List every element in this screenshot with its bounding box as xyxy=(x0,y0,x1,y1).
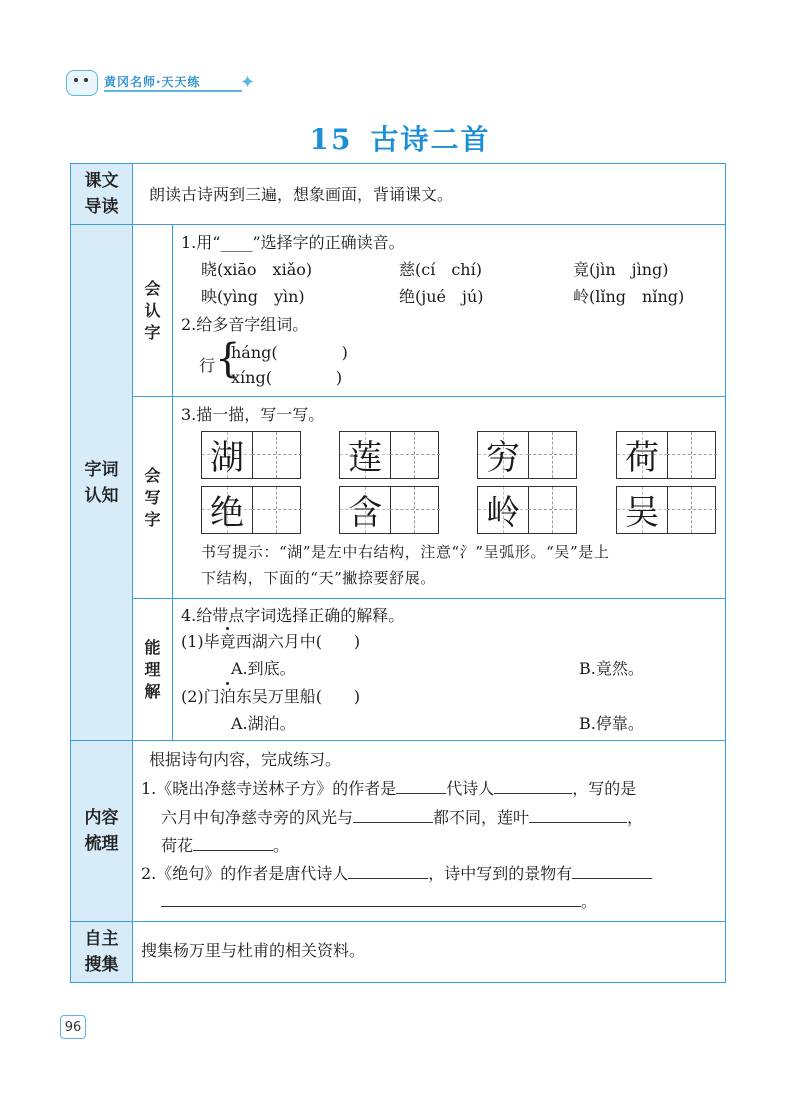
content-text: ，写的是 xyxy=(572,779,637,798)
guide-label-1: 课文 xyxy=(84,171,119,191)
pinyin-item[interactable]: 竟(jìn jìng) xyxy=(573,260,669,279)
content-text: 代诗人 xyxy=(446,779,495,798)
content-text: 。 xyxy=(581,892,598,911)
guide-label-2: 导读 xyxy=(84,197,119,217)
content-text: 都不同，莲叶 xyxy=(433,808,530,827)
trace-char: 岭 xyxy=(486,493,520,533)
lesson-number: 15 xyxy=(309,123,353,156)
content-text: 。 xyxy=(273,836,290,855)
content-header xyxy=(71,741,133,921)
search-label-2: 搜集 xyxy=(84,955,119,975)
write-label-2: 写 xyxy=(144,487,161,507)
sentence-2-pre: (2)门 xyxy=(181,687,220,706)
trace-char: 穷 xyxy=(486,438,520,478)
option-a[interactable]: A.到底。 xyxy=(231,659,296,678)
writing-grid[interactable] xyxy=(201,486,301,534)
brand-text: 黄冈名师·天天练 xyxy=(104,75,201,89)
option-b[interactable]: B.竟然。 xyxy=(579,659,644,678)
pinyin-item[interactable]: 岭(lǐng nǐng) xyxy=(573,287,685,306)
sentence-1 xyxy=(181,631,360,653)
pinyin-item[interactable]: 慈(cí chí) xyxy=(399,260,482,279)
answer-blank[interactable] xyxy=(161,890,581,907)
content-line-2 xyxy=(161,806,643,829)
content-label-1: 内容 xyxy=(84,808,119,828)
recognize-subheader xyxy=(133,225,173,396)
write-label-3: 字 xyxy=(144,509,161,529)
understand-label-3: 解 xyxy=(144,681,161,701)
content-text: 荷花 xyxy=(161,836,194,855)
divider xyxy=(71,921,725,922)
recognize-label-2: 认 xyxy=(144,300,161,320)
option-a[interactable]: A.湖泊。 xyxy=(231,714,296,733)
trace-char: 湖 xyxy=(210,438,244,478)
poly-xing[interactable]: xíng( ) xyxy=(231,368,343,387)
sentence-1-post: 西湖六月中( ) xyxy=(235,632,361,651)
recognize-label-1: 会 xyxy=(144,278,161,298)
recognize-label-3: 字 xyxy=(144,322,161,342)
pinyin-item[interactable]: 映(yìng yìn) xyxy=(201,287,305,306)
content-text: 2.《绝句》的作者是唐代诗人 xyxy=(141,864,349,883)
q1-text: 1.用“____”选择字的正确读音。 xyxy=(181,233,405,252)
answer-blank[interactable] xyxy=(572,862,652,879)
content-text: 1.《晓出净慈寺送林子方》的作者是 xyxy=(141,779,397,798)
sparkle-icon: ✦ xyxy=(240,72,256,93)
content-label-2: 梳理 xyxy=(84,834,119,854)
write-label-1: 会 xyxy=(144,465,161,485)
understand-label-1: 能 xyxy=(144,637,161,657)
sentence-2 xyxy=(181,686,360,708)
writing-grid[interactable] xyxy=(477,486,577,534)
writing-tip-line2: 下结构，下面的“天”撇捺要舒展。 xyxy=(201,569,436,587)
pinyin-item[interactable]: 晓(xiāo xiǎo) xyxy=(201,260,313,279)
understand-label-2: 理 xyxy=(144,659,161,679)
writing-grid[interactable] xyxy=(616,486,716,534)
sentence-2-post: 东吴万里船( ) xyxy=(235,687,361,706)
trace-char: 绝 xyxy=(210,493,244,533)
dotted-char: 竟 xyxy=(219,632,236,651)
answer-blank[interactable] xyxy=(193,834,273,851)
page-number: 96 xyxy=(60,1015,86,1039)
poly-char: 行 xyxy=(199,356,216,375)
writing-grid[interactable] xyxy=(616,431,716,479)
brace-icon: { xyxy=(215,336,241,382)
lesson-title xyxy=(0,118,800,158)
worksheet-table xyxy=(70,163,726,983)
content-line-1 xyxy=(141,777,636,800)
q3-text: 3.描一描，写一写。 xyxy=(181,405,325,424)
search-header xyxy=(71,922,133,982)
trace-char: 荷 xyxy=(625,438,659,478)
divider xyxy=(133,598,725,599)
content-line-4 xyxy=(141,862,652,885)
words-header xyxy=(71,225,133,740)
answer-blank[interactable] xyxy=(396,777,446,794)
words-label-2: 认知 xyxy=(84,485,119,506)
answer-blank[interactable] xyxy=(348,862,428,879)
content-text: ， xyxy=(627,808,644,827)
trace-char: 吴 xyxy=(625,493,659,533)
q4-text: 4.给带点字词选择正确的解释。 xyxy=(181,606,405,625)
divider xyxy=(133,396,725,397)
trace-char: 含 xyxy=(348,493,382,533)
answer-blank[interactable] xyxy=(529,806,627,823)
writing-grid[interactable] xyxy=(477,431,577,479)
words-label-1: 字词 xyxy=(84,459,119,480)
search-text: 搜集杨万里与杜甫的相关资料。 xyxy=(141,941,366,960)
option-b[interactable]: B.停靠。 xyxy=(579,714,644,733)
writing-tip-line1: 书写提示：“湖”是左中右结构，注意“氵”呈弧形。“吴”是上 xyxy=(201,543,610,561)
writing-grid[interactable] xyxy=(339,431,439,479)
answer-blank[interactable] xyxy=(353,806,433,823)
trace-char: 莲 xyxy=(348,438,382,478)
answer-blank[interactable] xyxy=(494,777,572,794)
write-subheader xyxy=(133,397,173,598)
content-text: ，诗中写到的景物有 xyxy=(428,864,573,883)
content-intro: 根据诗句内容，完成练习。 xyxy=(149,750,342,769)
content-line-3 xyxy=(161,834,289,857)
poly-hang[interactable]: háng( ) xyxy=(231,343,348,362)
writing-grid[interactable] xyxy=(201,431,301,479)
brand-underline xyxy=(104,90,242,92)
bear-logo-icon xyxy=(66,70,98,96)
content-text: 六月中旬净慈寺旁的风光与 xyxy=(161,808,354,827)
understand-subheader xyxy=(133,599,173,740)
brand-header xyxy=(66,70,256,96)
dotted-char: 泊 xyxy=(219,687,236,706)
search-label-1: 自主 xyxy=(84,929,119,949)
guide-header xyxy=(71,164,133,224)
guide-text: 朗读古诗两到三遍，想象画面，背诵课文。 xyxy=(149,185,454,204)
divider xyxy=(71,740,725,741)
content-line-5 xyxy=(161,890,597,913)
pinyin-item[interactable]: 绝(jué jú) xyxy=(399,287,484,306)
lesson-title-text: 古诗二首 xyxy=(370,123,491,156)
writing-grid[interactable] xyxy=(339,486,439,534)
sentence-1-pre: (1)毕 xyxy=(181,632,220,651)
q2-text: 2.给多音字组词。 xyxy=(181,315,309,334)
